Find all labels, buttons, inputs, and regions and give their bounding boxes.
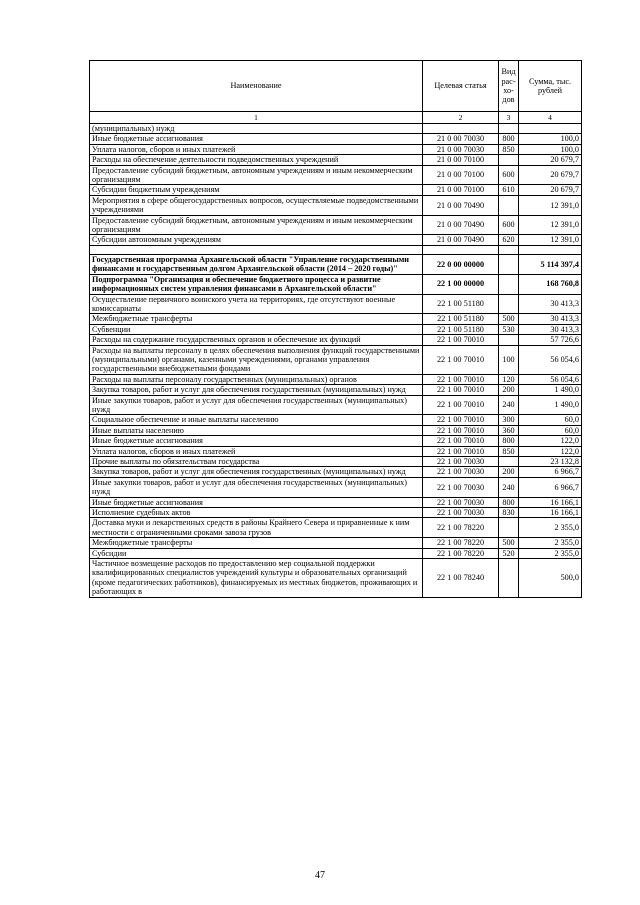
header-vid: Вид рас- хо- дов xyxy=(499,61,519,112)
cell-vid: 530 xyxy=(499,324,519,334)
cell-name: Государственная программа Архангельской области "Управление государственными финансами и государственным долгом Архангельской области (2014 – 2020 годы)" xyxy=(90,254,423,274)
cell-code: 22 1 00 70030 xyxy=(423,457,499,467)
cell-vid: 200 xyxy=(499,385,519,395)
table-row xyxy=(90,467,582,477)
cell-code: 22 1 00 70030 xyxy=(423,467,499,477)
cell-name: Межбюджетные трансферты xyxy=(90,314,423,324)
table-header xyxy=(90,61,582,124)
cell-code xyxy=(423,245,499,254)
table-row xyxy=(90,134,582,144)
cell-sum: 122,0 xyxy=(519,446,582,456)
cell-vid xyxy=(499,274,519,294)
cell-vid: 620 xyxy=(499,235,519,245)
cell-name xyxy=(90,245,423,254)
table-row xyxy=(90,165,582,185)
cell-vid xyxy=(499,155,519,165)
cell-sum: 20 679,7 xyxy=(519,185,582,195)
cell-name: Межбюджетные трансферты xyxy=(90,538,423,548)
cell-name: Прочие выплаты по обязательствам государства xyxy=(90,457,423,467)
cell-name: Расходы на обеспечение деятельности подведомственных учреждений xyxy=(90,155,423,165)
cell-name: Подпрограмма "Организация и обеспечение бюджетного процесса и развитие информационных систем управления финансами в Архангельской области" xyxy=(90,274,423,294)
cell-vid: 240 xyxy=(499,395,519,415)
cell-sum: 2 355,0 xyxy=(519,548,582,558)
header-num-4: 4 xyxy=(519,112,582,124)
table-row xyxy=(90,185,582,195)
cell-vid: 800 xyxy=(499,134,519,144)
table-row xyxy=(90,274,582,294)
cell-code: 21 0 00 70490 xyxy=(423,215,499,235)
header-num-1: 1 xyxy=(90,112,423,124)
table-row xyxy=(90,385,582,395)
cell-sum: 2 355,0 xyxy=(519,518,582,538)
cell-sum: 1 490,0 xyxy=(519,395,582,415)
cell-vid: 830 xyxy=(499,508,519,518)
table-row xyxy=(90,245,582,254)
cell-sum: 16 166,1 xyxy=(519,508,582,518)
cell-name: Иные закупки товаров, работ и услуг для обеспечения государственных (муниципальных) нужд xyxy=(90,477,423,497)
cell-sum: 23 132,8 xyxy=(519,457,582,467)
cell-sum: 20 679,7 xyxy=(519,155,582,165)
cell-name: Социальное обеспечение и иные выплаты населению xyxy=(90,415,423,425)
cell-vid xyxy=(499,124,519,134)
cell-vid xyxy=(499,559,519,598)
cell-sum: 60,0 xyxy=(519,425,582,435)
cell-name: Субсидии xyxy=(90,548,423,558)
cell-code: 22 1 00 78240 xyxy=(423,559,499,598)
table-row xyxy=(90,314,582,324)
cell-name: Осуществление первичного воинского учета на территориях, где отсутствуют военные комиссариаты xyxy=(90,294,423,314)
cell-sum: 500,0 xyxy=(519,559,582,598)
cell-code: 22 1 00 78220 xyxy=(423,538,499,548)
cell-name: Иные бюджетные ассигнования xyxy=(90,436,423,446)
cell-vid: 240 xyxy=(499,477,519,497)
cell-vid: 610 xyxy=(499,185,519,195)
cell-vid: 500 xyxy=(499,314,519,324)
cell-sum: 60,0 xyxy=(519,415,582,425)
cell-name: Закупка товаров, работ и услуг для обеспечения государственных (муниципальных) нужд xyxy=(90,467,423,477)
cell-vid: 500 xyxy=(499,538,519,548)
cell-name: Доставка муки и лекарственных средств в районы Крайнего Севера и приравненные к ним местности с ограниченными сроками завоза грузов xyxy=(90,518,423,538)
cell-vid xyxy=(499,254,519,274)
cell-code: 22 1 00 70010 xyxy=(423,345,499,374)
cell-vid xyxy=(499,335,519,345)
cell-sum: 2 355,0 xyxy=(519,538,582,548)
cell-sum: 100,0 xyxy=(519,134,582,144)
cell-sum: 6 966,7 xyxy=(519,477,582,497)
cell-name: Частичное возмещение расходов по предоставлению мер социальной поддержки квалифицированных специалистов учреждений культуры и образовательных организаций (кроме педагогических работников), финансируемых из местных бюджетов, проживающих и работающих в xyxy=(90,559,423,598)
cell-name: Субсидии автономным учреждениям xyxy=(90,235,423,245)
cell-vid: 850 xyxy=(499,446,519,456)
cell-name: Иные бюджетные ассигнования xyxy=(90,134,423,144)
cell-name: Мероприятия в сфере общегосударственных вопросов, осуществляемые подведомственными учреждениями xyxy=(90,195,423,215)
cell-name: (муниципальных) нужд xyxy=(90,124,423,134)
table-row xyxy=(90,324,582,334)
cell-code: 21 0 00 70100 xyxy=(423,165,499,185)
cell-sum: 168 760,8 xyxy=(519,274,582,294)
cell-sum: 12 391,0 xyxy=(519,195,582,215)
cell-code: 22 0 00 00000 xyxy=(423,254,499,274)
table-row xyxy=(90,548,582,558)
table-row xyxy=(90,374,582,384)
table-body xyxy=(90,124,582,598)
cell-vid: 800 xyxy=(499,436,519,446)
header-name: Наименование xyxy=(90,61,423,112)
cell-code xyxy=(423,124,499,134)
cell-code: 21 0 00 70490 xyxy=(423,235,499,245)
table-row xyxy=(90,457,582,467)
cell-vid: 520 xyxy=(499,548,519,558)
budget-table xyxy=(89,60,582,598)
cell-sum: 1 490,0 xyxy=(519,385,582,395)
table-row xyxy=(90,254,582,274)
table-row xyxy=(90,559,582,598)
cell-sum: 57 726,6 xyxy=(519,335,582,345)
table-row xyxy=(90,235,582,245)
cell-code: 22 1 00 78220 xyxy=(423,518,499,538)
cell-name: Предоставление субсидий бюджетным, автономным учреждениям и иным некоммерческим организациям xyxy=(90,215,423,235)
cell-code: 22 1 00 70030 xyxy=(423,477,499,497)
cell-name: Расходы на выплаты персоналу государственных (муниципальных) органов xyxy=(90,374,423,384)
table-row xyxy=(90,294,582,314)
cell-vid: 600 xyxy=(499,215,519,235)
cell-sum xyxy=(519,245,582,254)
cell-code: 22 1 00 70010 xyxy=(423,385,499,395)
cell-sum: 56 054,6 xyxy=(519,345,582,374)
cell-sum: 122,0 xyxy=(519,436,582,446)
table-row xyxy=(90,195,582,215)
cell-sum: 56 054,6 xyxy=(519,374,582,384)
cell-vid: 120 xyxy=(499,374,519,384)
table-row xyxy=(90,425,582,435)
table-row xyxy=(90,215,582,235)
cell-vid xyxy=(499,457,519,467)
cell-name: Расходы на содержание государственных органов и обеспечение их функций xyxy=(90,335,423,345)
cell-sum: 16 166,1 xyxy=(519,497,582,507)
table-row xyxy=(90,446,582,456)
cell-sum xyxy=(519,124,582,134)
header-num-2: 2 xyxy=(423,112,499,124)
table-row xyxy=(90,395,582,415)
cell-vid: 600 xyxy=(499,165,519,185)
cell-code: 21 0 00 70030 xyxy=(423,144,499,154)
cell-sum: 30 413,3 xyxy=(519,294,582,314)
table-row xyxy=(90,518,582,538)
cell-name: Субсидии бюджетным учреждениям xyxy=(90,185,423,195)
cell-name: Иные закупки товаров, работ и услуг для обеспечения государственных (муниципальных) нужд xyxy=(90,395,423,415)
cell-name: Иные бюджетные ассигнования xyxy=(90,497,423,507)
page-number: 47 xyxy=(315,870,325,881)
cell-sum: 12 391,0 xyxy=(519,215,582,235)
table-row xyxy=(90,144,582,154)
cell-code: 22 1 00 70010 xyxy=(423,436,499,446)
cell-vid: 100 xyxy=(499,345,519,374)
cell-name: Расходы на выплаты персоналу в целях обеспечения выполнения функций государственными (муниципальными) органами, казенными учреждениями, органами управления государственными внебюджетными фондами xyxy=(90,345,423,374)
cell-vid xyxy=(499,195,519,215)
cell-vid: 800 xyxy=(499,497,519,507)
cell-code: 22 1 00 70010 xyxy=(423,446,499,456)
cell-name: Предоставление субсидий бюджетным, автономным учреждениям и иным некоммерческим организациям xyxy=(90,165,423,185)
cell-code: 21 0 00 70100 xyxy=(423,185,499,195)
cell-code: 22 1 00 70010 xyxy=(423,415,499,425)
cell-code: 22 1 00 51180 xyxy=(423,294,499,314)
cell-sum: 30 413,3 xyxy=(519,324,582,334)
cell-sum: 100,0 xyxy=(519,144,582,154)
table-row xyxy=(90,477,582,497)
cell-vid xyxy=(499,518,519,538)
cell-code: 22 1 00 70010 xyxy=(423,395,499,415)
header-sum: Сумма, тыс. рублей xyxy=(519,61,582,112)
header-num-3: 3 xyxy=(499,112,519,124)
cell-name: Закупка товаров, работ и услуг для обеспечения государственных (муниципальных) нужд xyxy=(90,385,423,395)
cell-sum: 20 679,7 xyxy=(519,165,582,185)
cell-code: 22 1 00 70030 xyxy=(423,497,499,507)
cell-sum: 6 966,7 xyxy=(519,467,582,477)
cell-name: Субвенции xyxy=(90,324,423,334)
table-row xyxy=(90,415,582,425)
cell-vid xyxy=(499,245,519,254)
cell-vid: 300 xyxy=(499,415,519,425)
cell-code: 21 0 00 70030 xyxy=(423,134,499,144)
cell-vid xyxy=(499,294,519,314)
table-row xyxy=(90,436,582,446)
table-row xyxy=(90,538,582,548)
cell-name: Уплата налогов, сборов и иных платежей xyxy=(90,144,423,154)
cell-code: 22 1 00 70010 xyxy=(423,374,499,384)
cell-code: 22 1 00 00000 xyxy=(423,274,499,294)
table-row xyxy=(90,497,582,507)
cell-code: 22 1 00 51180 xyxy=(423,324,499,334)
cell-sum: 12 391,0 xyxy=(519,235,582,245)
cell-code: 22 1 00 51180 xyxy=(423,314,499,324)
cell-code: 21 0 00 70490 xyxy=(423,195,499,215)
cell-vid: 360 xyxy=(499,425,519,435)
cell-code: 22 1 00 78220 xyxy=(423,548,499,558)
cell-sum: 5 114 397,4 xyxy=(519,254,582,274)
cell-name: Иные выплаты населению xyxy=(90,425,423,435)
cell-vid: 200 xyxy=(499,467,519,477)
header-code: Целевая статья xyxy=(423,61,499,112)
cell-name: Исполнение судебных актов xyxy=(90,508,423,518)
cell-code: 22 1 00 70010 xyxy=(423,425,499,435)
cell-name: Уплата налогов, сборов и иных платежей xyxy=(90,446,423,456)
cell-code: 22 1 00 70010 xyxy=(423,335,499,345)
cell-code: 21 0 00 70100 xyxy=(423,155,499,165)
table-row xyxy=(90,345,582,374)
table-row xyxy=(90,155,582,165)
cell-code: 22 1 00 70030 xyxy=(423,508,499,518)
table-row xyxy=(90,335,582,345)
table-row xyxy=(90,508,582,518)
table-row xyxy=(90,124,582,134)
cell-sum: 30 413,3 xyxy=(519,314,582,324)
cell-vid: 850 xyxy=(499,144,519,154)
